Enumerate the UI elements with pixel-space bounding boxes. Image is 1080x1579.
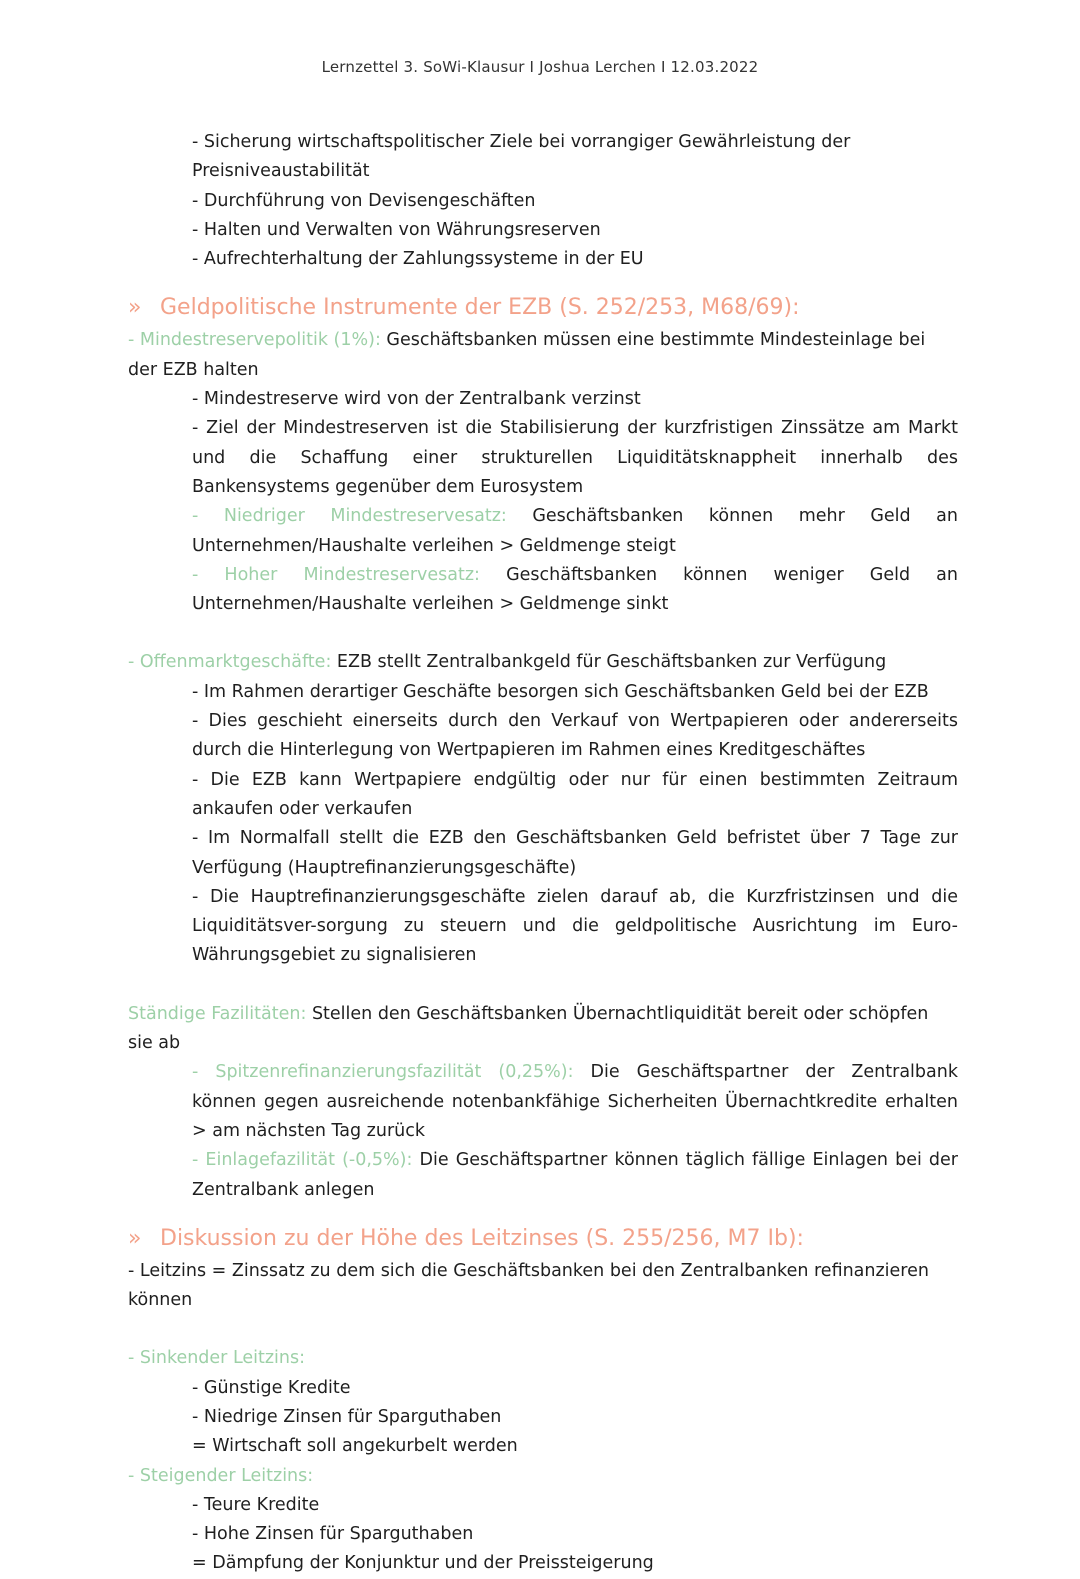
term-text: EZB stellt Zentralbankgeld für Geschäftsbanken zur Verfügung [336,652,887,673]
intro-list [128,128,958,274]
offenmarkt-details [128,678,958,971]
term-text: Geschäftsbanken müssen eine bestimmte Mindesteinlage bei der EZB halten [128,330,926,380]
fazilitaeten-paragraph [128,1000,958,1059]
list-item: - Ziel der Mindestreserven ist die Stabilisierung der kurzfristigen Zinssätze am Markt und die Schaffung einer strukturellen Liquiditätsknappheit innerhalb des Bankensystems gegenüber dem Eurosystem [192,418,958,497]
list-item: - Dies geschieht einerseits durch den Verkauf von Wertpapieren oder andererseits durch die Hinterlegung von Wertpapieren im Rahmen eines Kreditgeschäftes [192,711,958,761]
term-text: Geschäftsbanken können mehr Geld an Unternehmen/Haushalte verleihen > Geldmenge steigt [192,506,958,556]
list-item [192,502,958,561]
list-item: - Teure Kredite [192,1494,320,1515]
leitzins-definition: - Leitzins = Zinssatz zu dem sich die Geschäftsbanken bei den Zentralbanken refinanzieren können [128,1260,929,1311]
list-item: - Durchführung von Devisengeschäften [192,190,536,211]
list-item: - Die Hauptrefinanzierungsgeschäfte zielen darauf ab, die Kurzfristzinsen und die Liquiditätsver-sorgung zu steuern und die geldpolitische Ausrichtung im Euro-Währungsgebiet zu signalisieren [192,886,958,966]
term-label: Ständige Fazilitäten: [128,1003,307,1024]
list-item: = Wirtschaft soll angekurbelt werden [192,1436,518,1457]
steigend-list [128,1491,958,1579]
list-item [192,1058,958,1146]
list-item: - Sicherung wirtschaftspolitischer Ziele bei vorrangiger Gewährleistung der Preisniveaustabilität [192,132,851,182]
chevron-icon: » [128,1225,142,1251]
sinkend-list [128,1374,958,1462]
list-item: - Im Rahmen derartiger Geschäfte besorgen sich Geschäftsbanken Geld bei der EZB [192,681,929,702]
list-item: - Halten und Verwalten von Währungsreserven [192,219,601,240]
list-item: - Günstige Kredite [192,1377,351,1398]
section-title: Geldpolitische Instrumente der EZB (S. 252/253, M68/69): [160,295,800,321]
list-item: - Im Normalfall stellt die EZB den Geschäftsbanken Geld befristet über 7 Tage zur Verfügung (Hauptrefinanzierungsgeschäfte) [192,828,958,878]
list-item: - Hohe Zinsen für Sparguthaben [192,1524,474,1545]
chevron-icon: » [128,295,142,321]
term-text: Stellen den Geschäftsbanken Übernachtliquidität bereit oder schöpfen sie ab [128,1003,929,1054]
page-content [128,128,958,1579]
term-label: - Einlagefazilität (-0,5%): [192,1150,413,1171]
fazilitaeten-details [128,1058,958,1204]
term-text: Die Geschäftspartner können täglich fällige Einlagen bei der Zentralbank anlegen [192,1150,958,1200]
offenmarkt-paragraph [128,648,958,677]
list-item: - Die EZB kann Wertpapiere endgültig oder nur für einen bestimmten Zeitraum ankaufen oder verkaufen [192,769,958,819]
steigend-label: - Steigender Leitzins: [128,1465,314,1486]
term-label: - Niedriger Mindestreservesatz: [192,506,507,527]
list-item: - Aufrechterhaltung der Zahlungssysteme in der EU [192,249,644,270]
term-label: - Hoher Mindestreservesatz: [192,564,480,585]
mindestreserve-paragraph [128,326,958,385]
term-text: Die Geschäftspartner der Zentralbank können gegen ausreichende notenbankfähige Sicherheiten Übernachtkredite erhalten > am nächsten Tag zurück [192,1062,958,1141]
page-header: Lernzettel 3. SoWi-Klausur I Joshua Lerchen I 12.03.2022 [321,58,759,76]
section-heading-instrumente [128,292,958,324]
term-label: - Offenmarktgeschäfte: [128,652,332,673]
sinkend-label: - Sinkender Leitzins: [128,1348,306,1369]
list-item: - Niedrige Zinsen für Sparguthaben [192,1406,502,1427]
mindestreserve-details [128,385,958,619]
list-item [192,561,958,620]
term-text: Geschäftsbanken können weniger Geld an Unternehmen/Haushalte verleihen > Geldmenge sinkt [192,564,958,615]
list-item: - Mindestreserve wird von der Zentralbank verzinst [192,389,641,410]
section-title: Diskussion zu der Höhe des Leitzinses (S. 255/256, M7 Ib): [160,1225,804,1251]
term-label: - Spitzenrefinanzierungsfazilität (0,25%): [192,1062,574,1083]
term-label: - Mindestreservepolitik (1%): [128,330,381,351]
list-item [192,1146,958,1205]
list-item: = Dämpfung der Konjunktur und der Preissteigerung [192,1553,654,1574]
section-heading-leitzins [128,1223,958,1255]
